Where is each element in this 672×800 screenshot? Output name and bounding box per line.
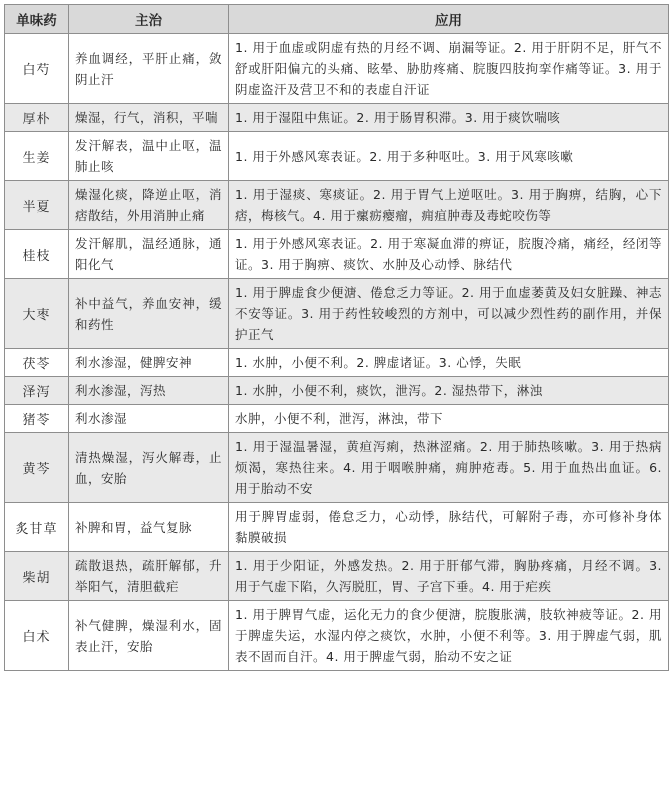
table-row [5,503,669,552]
herb-indication: 燥湿化痰，降逆止呕，消痞散结，外用消肿止痛 [69,181,229,230]
herb-indication: 利水渗湿 [69,405,229,433]
header-row [5,5,669,34]
herb-name: 生姜 [5,132,69,181]
table-row [5,349,669,377]
herb-name: 茯苓 [5,349,69,377]
table-header [5,5,669,34]
herb-indication: 补中益气，养血安神，缓和药性 [69,279,229,349]
herb-application: 1. 用于血虚或阴虚有热的月经不调、崩漏等证。2. 用于肝阴不足，肝气不舒或肝阳偏亢的头痛、眩晕、胁肋疼痛、脘腹四肢拘挛作痛等证。3. 用于阴虚盗汗及营卫不和的表虚自汗证 [229,34,669,104]
herb-name: 白芍 [5,34,69,104]
herb-application: 1. 用于外感风寒表证。2. 用于多种呕吐。3. 用于风寒咳嗽 [229,132,669,181]
herb-name: 泽泻 [5,377,69,405]
table-row [5,601,669,671]
table-row [5,34,669,104]
herb-table [4,4,669,671]
herb-application: 1. 水肿，小便不利，痰饮，泄泻。2. 湿热带下，淋浊 [229,377,669,405]
herb-application: 1. 用于外感风寒表证。2. 用于寒凝血滞的痹证，脘腹冷痛，痛经，经闭等证。3. 用于胸痹、痰饮、水肿及心动悸、脉结代 [229,230,669,279]
herb-application: 1. 用于脾胃气虚，运化无力的食少便溏，脘腹胀满，肢软神疲等证。2. 用于脾虚失运，水湿内停之痰饮，水肿，小便不利等。3. 用于脾虚气弱，肌表不固而自汗。4. 用于脾虚气弱，胎动不安之证 [229,601,669,671]
herb-name: 大枣 [5,279,69,349]
herb-name: 半夏 [5,181,69,230]
herb-indication: 燥湿，行气，消积，平喘 [69,104,229,132]
herb-indication: 发汗解肌，温经通脉，通阳化气 [69,230,229,279]
herb-name: 炙甘草 [5,503,69,552]
table-row [5,405,669,433]
table-row [5,433,669,503]
header-indication: 主治 [69,5,229,34]
herb-indication: 利水渗湿，健脾安神 [69,349,229,377]
herb-application: 用于脾胃虚弱，倦怠乏力，心动悸，脉结代，可解附子毒，亦可修补身体黏膜破损 [229,503,669,552]
table-row [5,552,669,601]
herb-indication: 利水渗湿，泻热 [69,377,229,405]
table-row [5,104,669,132]
herb-name: 黄芩 [5,433,69,503]
herb-name: 猪苓 [5,405,69,433]
herb-indication: 补气健脾，燥湿利水，固表止汗，安胎 [69,601,229,671]
herb-indication: 发汗解表，温中止呕，温肺止咳 [69,132,229,181]
table-body [5,34,669,671]
table-row [5,279,669,349]
header-herb: 单味药 [5,5,69,34]
herb-application: 1. 用于湿阻中焦证。2. 用于肠胃积滞。3. 用于痰饮喘咳 [229,104,669,132]
table-row [5,377,669,405]
herb-application: 1. 水肿，小便不利。2. 脾虚诸证。3. 心悸，失眠 [229,349,669,377]
herb-indication: 疏散退热，疏肝解郁，升举阳气，清胆截疟 [69,552,229,601]
herb-application: 1. 用于少阳证，外感发热。2. 用于肝郁气滞，胸胁疼痛，月经不调。3. 用于气虚下陷，久泻脱肛，胃、子宫下垂。4. 用于疟疾 [229,552,669,601]
herb-indication: 补脾和胃，益气复脉 [69,503,229,552]
herb-name: 厚朴 [5,104,69,132]
herb-application: 1. 用于脾虚食少便溏、倦怠乏力等证。2. 用于血虚萎黄及妇女脏躁、神志不安等证。3. 用于药性较峻烈的方剂中，可以减少烈性药的副作用，并保护正气 [229,279,669,349]
herb-indication: 清热燥湿，泻火解毒，止血，安胎 [69,433,229,503]
herb-indication: 养血调经，平肝止痛，敛阴止汗 [69,34,229,104]
herb-application: 水肿，小便不利，泄泻，淋浊，带下 [229,405,669,433]
table-row [5,230,669,279]
table-row [5,132,669,181]
header-application: 应用 [229,5,669,34]
herb-application: 1. 用于湿温暑湿，黄疸泻痢，热淋涩痛。2. 用于肺热咳嗽。3. 用于热病烦渴，寒热往来。4. 用于咽喉肿痛，痈肿疮毒。5. 用于血热出血证。6. 用于胎动不安 [229,433,669,503]
herb-application: 1. 用于湿痰、寒痰证。2. 用于胃气上逆呕吐。3. 用于胸痹，结胸，心下痞，梅核气。4. 用于瘰疬瘿瘤，痈疽肿毒及毒蛇咬伤等 [229,181,669,230]
herb-name: 柴胡 [5,552,69,601]
table-row [5,181,669,230]
herb-name: 桂枝 [5,230,69,279]
herb-name: 白术 [5,601,69,671]
